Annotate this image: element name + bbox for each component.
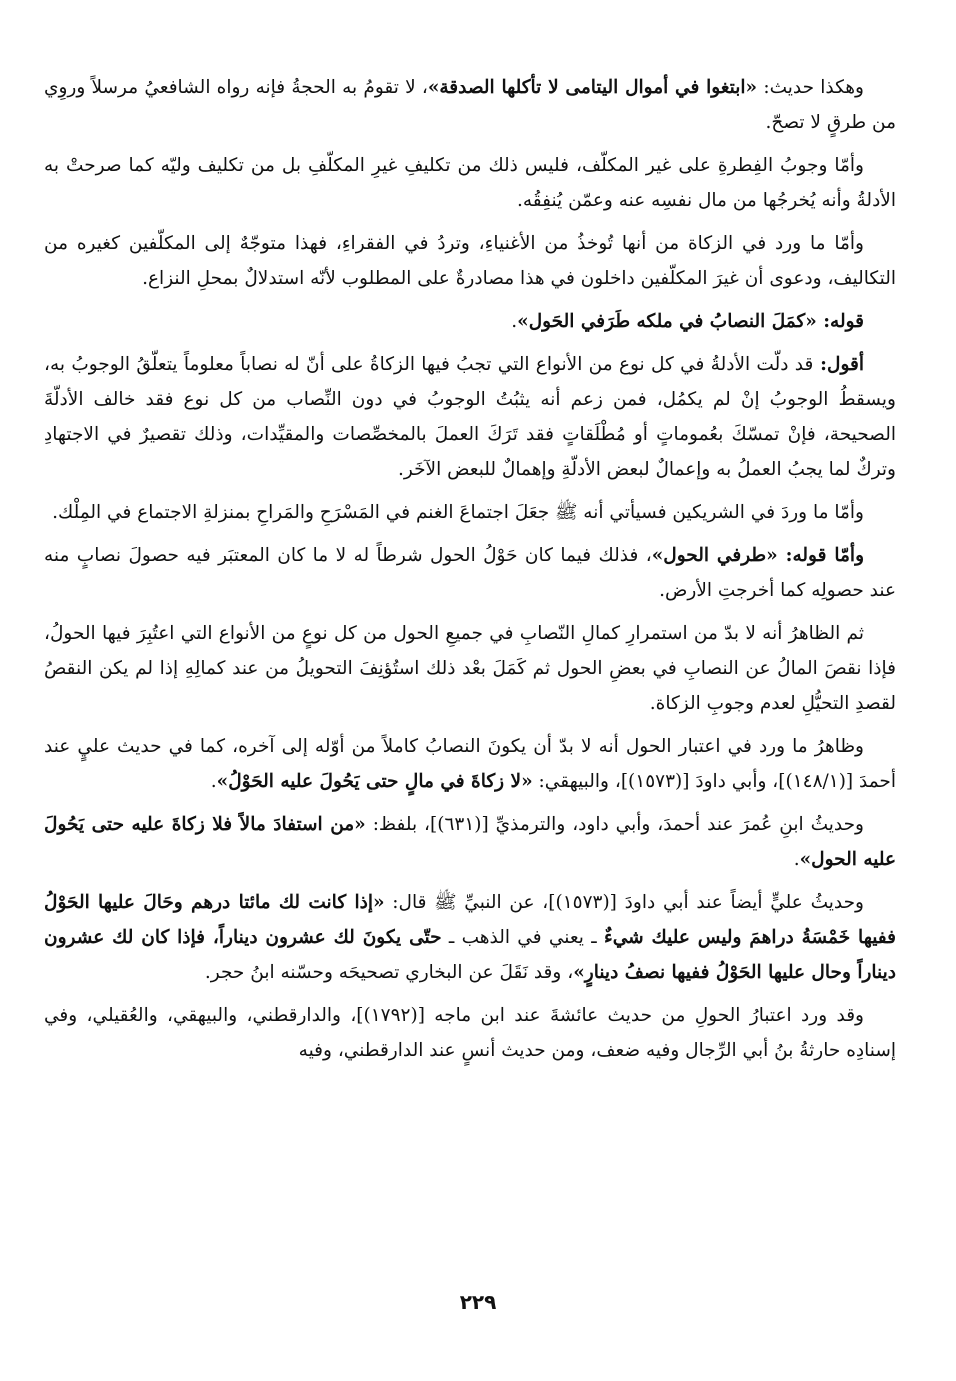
text-run: وقد ورد اعتبارُ الحولِ من حديث عائشةَ عند ابن ماجه [(١٧٩٢)]، والدارقطني، والبيهقي، والعُقيلي، وفي إسنادِه حارثةُ بنُ أبي الرِّجال وفيه ضعف، ومن حديث أنسٍ عند الدارقطني، وفيه <box>44 1005 896 1061</box>
paragraph <box>44 807 896 877</box>
bold-text: «من استفادَ مالاً فلا زكاةَ عليه حتى يَحُولَ عليه الحول» <box>44 814 896 870</box>
text-run: وحديثُ ابنِ عُمرَ عند أحمدَ، وأبي داود، والترمذيِّ [(٦٣١)]، بلفظ: <box>365 814 864 835</box>
text-run: قد دلّت الأدلةُ في كل نوع من الأنواع التي تجبُ فيها الزكاةُ على أنّ له نصاباً معلوماً يتعلّقُ الوجوبُ به، ويسقطُ الوجوبُ إنْ لم يكمُل، فمن زعم أنه يثبُتُ الوجوبُ في دون النِّصاب من كل نوع فقد خالف الأدلّةَ الصحيحة، فإنْ تمسّكَ بعُموماتٍ أو مُطْلَقاتٍ فقد تَرَكَ العملَ بالمخصِّصات والمقيِّدات، وذلك تقصيرٌ في الاجتهادِ وتركٌ لما يجبُ العملُ به وإعمالٌ لبعض الأدلّةِ وإهمالٌ للبعض الآخَر. <box>44 354 896 480</box>
text-run: وأمّا ما ورد في الزكاة من أنها تُوخذُ من الأغنياءِ، وتردُ في الفقراءِ، فهذا متوجّهٌ إلى المكلّفين كغيره من التكاليف، ودعوى أن غيرَ المكلّفين داخلون في هذا مصادرةٌ على المطلوب لأنّه استدلالٌ بمحلِ النزاع. <box>44 233 896 289</box>
text-run: وأمّا وجوبُ الفِطرةِ على غير المكلّف، فليس ذلك من تكليفِ غيرِ المكلّفِ بل من تكليف وليّه كما صرحتْ به الأدلةُ وأنه يُخرجُها من مال نفسِه عنه وعمّن يُنفِقُه. <box>44 155 896 211</box>
text-run: . <box>210 771 217 792</box>
paragraph <box>44 148 896 218</box>
paragraph <box>44 70 896 140</box>
bold-text: «لا زكاةَ في مالٍ حتى يَحُولَ عليه الحَوْلُ» <box>216 771 533 792</box>
text-run: وظاهرُ ما ورد في اعتبار الحول أنه لا بدّ أن يكونَ النصابُ كاملاً من أوّله إلى آخره، كما في حديث عليٍ عند أحمدَ [(١٤٨/١)]، وأبي داودَ [(١٥٧٣)]، والبيهقي: <box>44 736 896 792</box>
paragraph <box>44 538 896 608</box>
text-run: ، وقد نَقَلَ عن البخاري تصحيحَه وحسّنه ابنُ حجر. <box>204 962 574 983</box>
paragraph <box>44 304 896 339</box>
bold-text: حتّى يكونَ لك عشرون ديناراً، فإذا كان لك عشرون ديناراً وحال عليها الحَوْلُ ففيها نصفُ دينارٍ» <box>44 927 896 983</box>
paragraph <box>44 226 896 296</box>
paragraph <box>44 729 896 799</box>
page-number: ٢٢٩ <box>459 1290 497 1314</box>
paragraph <box>44 347 896 487</box>
text-run: وحديثُ عليٍّ أيضاً عند أبي داودَ [(١٥٧٣)]، عن النبيِّ ﷺ قال: <box>384 892 864 913</box>
page-body <box>44 70 896 1076</box>
paragraph <box>44 998 896 1068</box>
bold-text: «كمَلَ النصابُ في ملكه طَرَفي الحَول» <box>517 311 817 332</box>
bold-text: وأمّا قوله: «طرفي الحول» <box>651 545 865 566</box>
bold-text: قوله: <box>816 311 864 332</box>
text-run: ـ يعني في الذهب ـ <box>441 927 605 948</box>
text-run: ، فذلك فيما كان حَوْلُ الحول شرطاً له لا ما كان المعتبَر فيه حصولَ نصابٍ منه عند حصولِه كما أخرجتِ الأرض. <box>44 545 896 601</box>
paragraph <box>44 495 896 530</box>
text-run: . <box>793 849 800 870</box>
paragraph <box>44 616 896 721</box>
paragraph <box>44 885 896 990</box>
text-run: ، لا تقومُ به الحجةُ فإنه رواه الشافعيُ مرسلاً وروِي من طرقٍ لا تصحّ. <box>44 77 896 133</box>
text-run: وهكذا حديث: <box>757 77 864 98</box>
bold-text: «إذا كانت لك مائتا درهم وحَالَ عليها الحَوْلُ ففيها خَمْسَةُ دراهمَ وليس عليك شيءٌ <box>44 892 897 948</box>
bold-text: أقول: <box>813 354 864 375</box>
text-run: وأمّا ما وردَ في الشريكين فسيأتي أنه ﷺ جعَلَ اجتماعَ الغنم في المَسْرَحِ والمَراحِ بمنزلةِ الاجتماع في المِلْك. <box>52 502 864 523</box>
text-run: . <box>511 311 518 332</box>
bold-text: «ابتغوا في أموال اليتامى لا تأكلها الصدقة» <box>427 77 758 98</box>
text-run: ثم الظاهرُ أنه لا بدّ من استمرارِ كمالِ النّصابِ في جميعِ الحول من كل نوعٍ من الأنواع التي اعتُبِرَ فيها الحولُ، فإذا نقصَ المالُ عن النصابِ في بعضِ الحول ثم كَمَلَ بعْد ذلك استُؤنِفَ التحويلُ من عند كمالِهِ إذا لم يكن النقصُ لقصدِ التحيُّلِ لعدم وجوبِ الزكاة. <box>44 623 897 714</box>
